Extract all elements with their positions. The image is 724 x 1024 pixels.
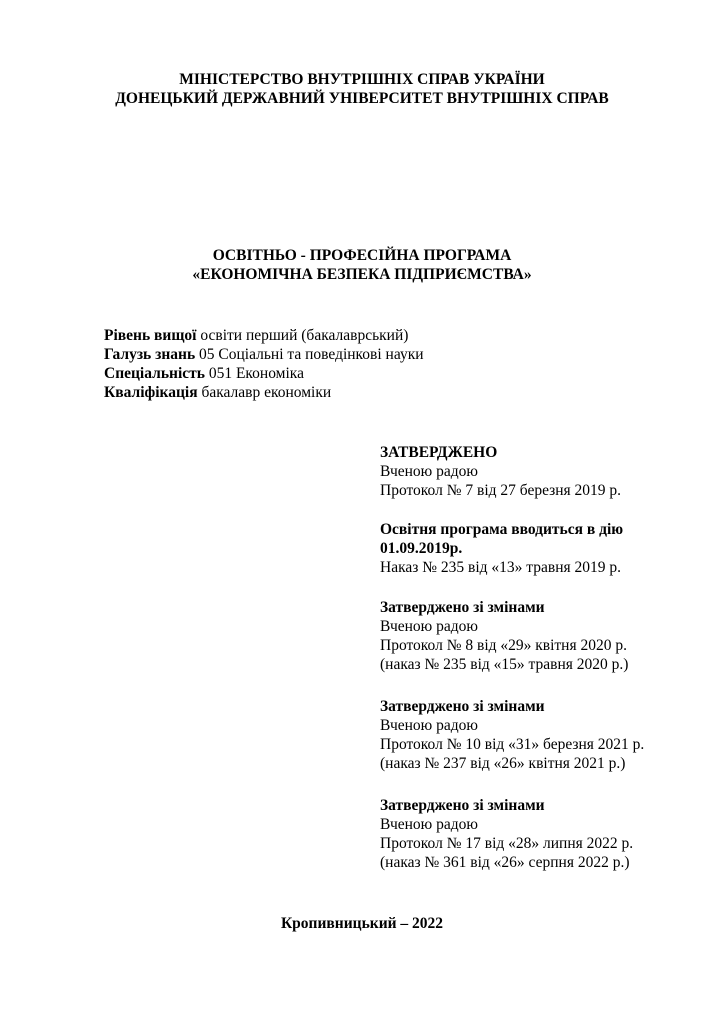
ministry-title: МІНІСТЕРСТВО ВНУТРІШНІХ СПРАВ УКРАЇНИ xyxy=(179,71,545,88)
change-2022-council: Вченою радою xyxy=(380,816,478,833)
change-2022-order: (наказ № 361 від «26» серпня 2022 р.) xyxy=(380,854,630,871)
approved-title: ЗАТВЕРДЖЕНО xyxy=(380,444,498,461)
detail-value: освіти перший (бакалаврський) xyxy=(196,327,409,344)
detail-value: 051 Економіка xyxy=(204,365,304,382)
introduced-title: Освітня програма вводиться в дію xyxy=(380,521,624,538)
introduced-date: 01.09.2019р. xyxy=(380,540,463,557)
place-year: Кропивницький – 2022 xyxy=(280,915,444,932)
change-2021-title: Затверджено зі змінами xyxy=(380,698,545,715)
approved-protocol: Протокол № 7 від 27 березня 2019 р. xyxy=(380,482,622,499)
program-type: ОСВІТНЬО - ПРОФЕСІЙНА ПРОГРАМА xyxy=(212,247,512,264)
detail-field-of-knowledge xyxy=(104,345,424,364)
approved-council: Вченою радою xyxy=(380,463,478,480)
change-2021-protocol: Протокол № 10 від «31» березня 2021 р. xyxy=(380,736,645,753)
university-title: ДОНЕЦЬКИЙ ДЕРЖАВНИЙ УНІВЕРСИТЕТ ВНУТРІШНІХ СПРАВ xyxy=(115,90,609,107)
change-2022-title: Затверджено зі змінами xyxy=(380,797,545,814)
change-2020-council: Вченою радою xyxy=(380,618,478,635)
change-2021-council: Вченою радою xyxy=(380,717,478,734)
program-name: «ЕКОНОМІЧНА БЕЗПЕКА ПІДПРИЄМСТВА» xyxy=(192,266,532,283)
introduced-order: Наказ № 235 від «13» травня 2019 р. xyxy=(380,559,622,576)
detail-value: 05 Соціальні та поведінкові науки xyxy=(195,346,424,363)
detail-label: Кваліфікація xyxy=(104,384,198,401)
change-2020-order: (наказ № 235 від «15» травня 2020 р.) xyxy=(380,656,629,673)
change-2021-order: (наказ № 237 від «26» квітня 2021 р.) xyxy=(380,755,626,772)
detail-label: Рівень вищої xyxy=(104,327,197,344)
detail-value: бакалавр економіки xyxy=(197,384,332,401)
detail-label: Галузь знань xyxy=(104,346,196,363)
change-2022-protocol: Протокол № 17 від «28» липня 2022 р. xyxy=(380,835,634,852)
change-2020-protocol: Протокол № 8 від «29» квітня 2020 р. xyxy=(380,637,627,654)
detail-label: Спеціальність xyxy=(104,365,205,382)
change-2020-title: Затверджено зі змінами xyxy=(380,599,545,616)
detail-education-level xyxy=(104,326,408,345)
detail-specialty xyxy=(104,364,304,383)
detail-qualification xyxy=(104,383,331,402)
